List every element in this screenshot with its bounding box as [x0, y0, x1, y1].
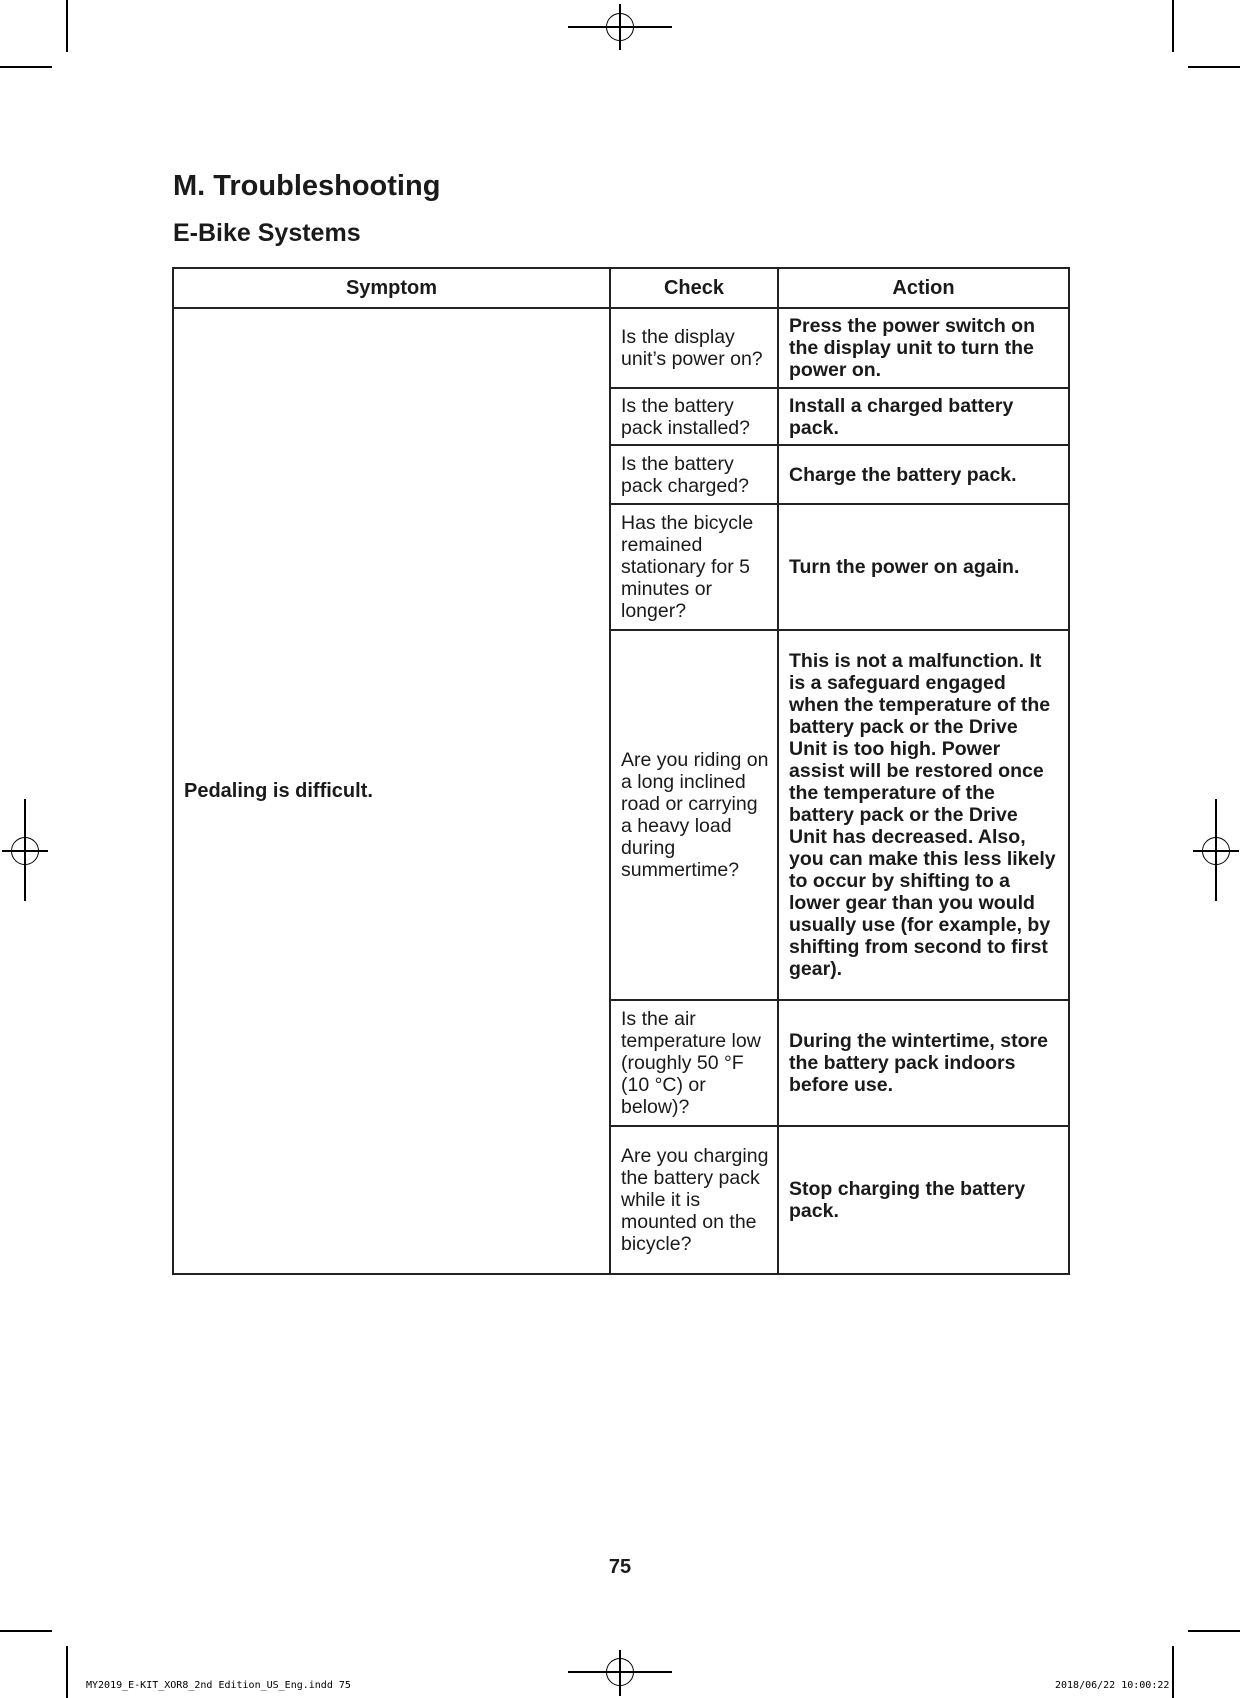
troubleshooting-table — [172, 267, 1070, 1275]
column-header-check: Check — [610, 268, 778, 308]
check-cell: Is the battery pack installed? — [610, 388, 778, 445]
page-title: M. Troubleshooting — [173, 170, 441, 202]
check-cell: Has the bicycle remained stationary for 5 minutes or longer? — [610, 504, 778, 630]
check-cell: Are you charging the battery pack while it is mounted on the bicycle? — [610, 1126, 778, 1274]
column-header-action: Action — [778, 268, 1069, 308]
symptom-cell: Pedaling is difficult. — [173, 308, 610, 1274]
check-cell: Is the display unit’s power on? — [610, 308, 778, 388]
page-number: 75 — [608, 1556, 632, 1578]
action-cell: Turn the power on again. — [778, 504, 1069, 630]
action-cell: Stop charging the battery pack. — [778, 1126, 1069, 1274]
action-cell: This is not a malfunction. It is a safeguard engaged when the temperature of the battery pack or the Drive Unit is too high. Power assist will be restored once the temperature of the battery pack or the Drive Unit has decreased. Also, you can make this less likely to occur by shifting to a lower gear than you would usually use (for example, by shifting from second to first gear). — [778, 630, 1069, 1000]
footer-file-info: MY2019_E-KIT_XOR8_2nd Edition_US_Eng.indd 75 — [86, 1680, 351, 1691]
table-header-row — [173, 268, 1069, 308]
section-title: E-Bike Systems — [173, 219, 361, 247]
action-cell: Install a charged battery pack. — [778, 388, 1069, 445]
action-cell: Press the power switch on the display unit to turn the power on. — [778, 308, 1069, 388]
check-cell: Is the air temperature low (roughly 50 °F (10 °C) or below)? — [610, 1000, 778, 1126]
action-cell: During the wintertime, store the battery pack indoors before use. — [778, 1000, 1069, 1126]
check-cell: Are you riding on a long inclined road or carrying a heavy load during summertime? — [610, 630, 778, 1000]
action-cell: Charge the battery pack. — [778, 445, 1069, 504]
table-row — [173, 308, 1069, 388]
column-header-symptom: Symptom — [173, 268, 610, 308]
footer-timestamp: 2018/06/22 10:00:22 — [1055, 1680, 1170, 1691]
check-cell: Is the battery pack charged? — [610, 445, 778, 504]
